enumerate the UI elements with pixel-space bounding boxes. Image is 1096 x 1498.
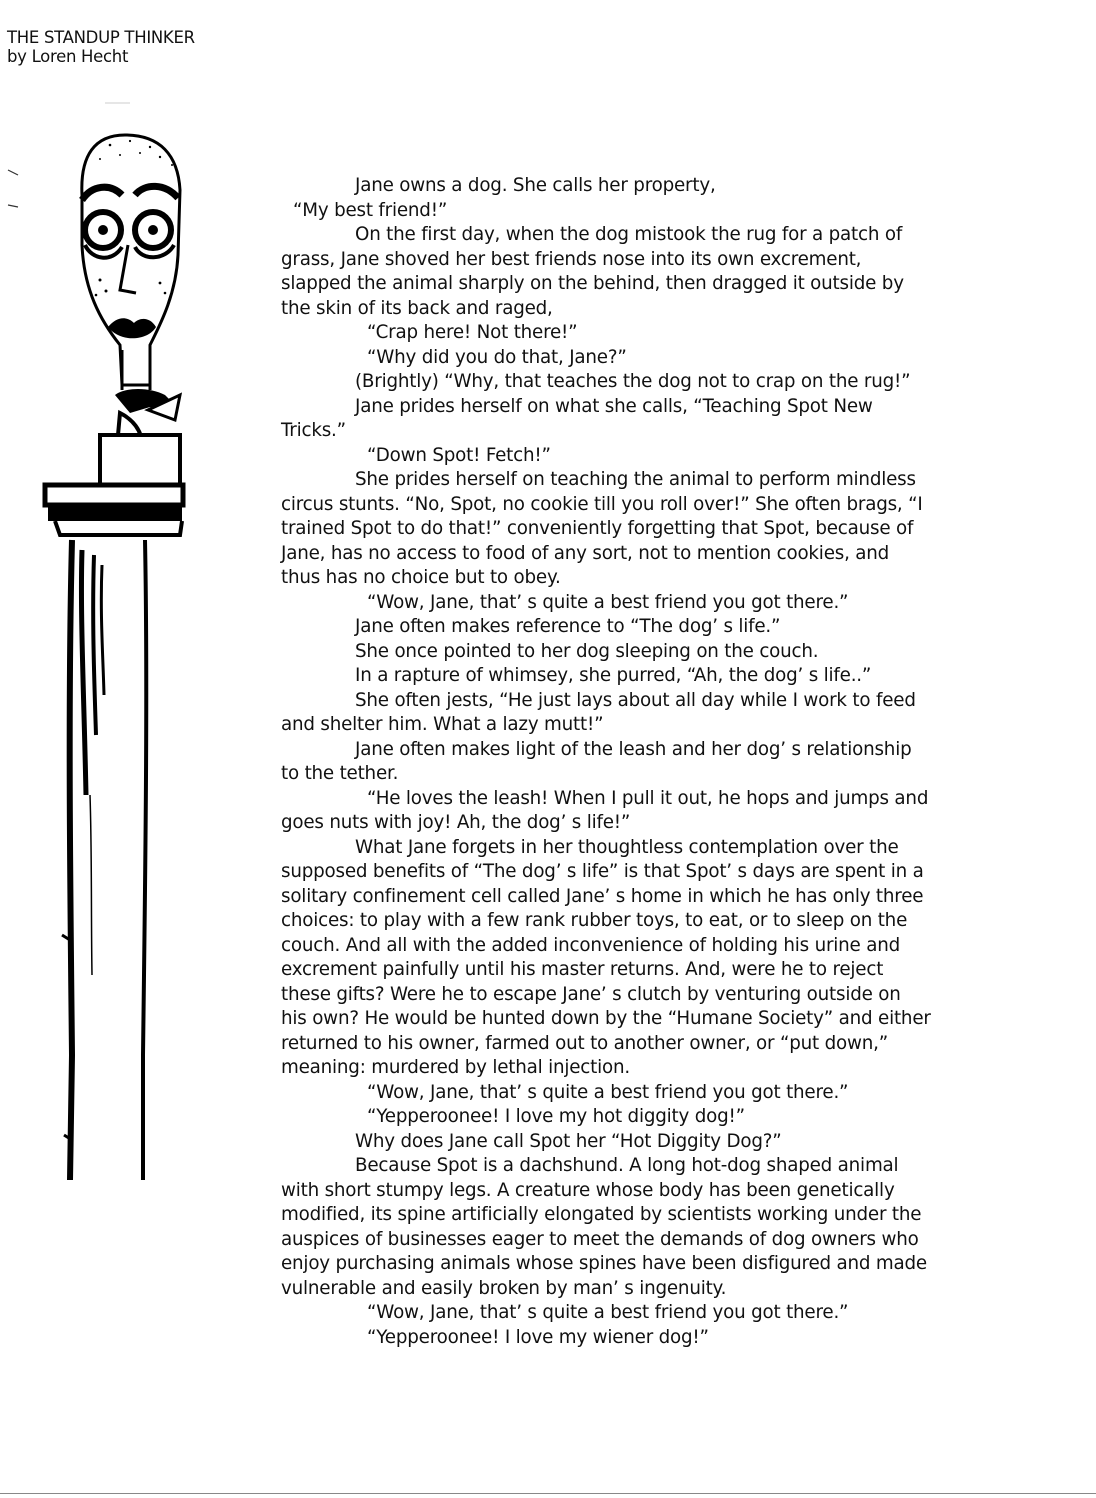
story-paragraph: “He loves the leash! When I pull it out, he hops and jumps and goes nuts with joy! Ah, the dog’ s life!” (281, 787, 929, 833)
story-paragraph: Jane often makes reference to “The dog’ s life.” (355, 616, 781, 637)
story-paragraph: She often jests, “He just lays about all day while I work to feed and shelter him. What a lazy mutt!” (281, 689, 916, 735)
page-title: THE STANDUP THINKER (7, 28, 195, 47)
story-paragraph: Because Spot is a dachshund. A long hot-dog shaped animal with short stumpy legs. A creature whose body has been genetically modified, its spine artificially elongated by scientists working under the auspices of businesses eager to meet the demands of dog owners who enjoy purchasing animals whose spines have been disfigured and made vulnerable and easily broken by man’ s ingenuity. (281, 1155, 927, 1299)
story-paragraph: “Wow, Jane, that’ s quite a best friend you got there.” (367, 1081, 849, 1103)
bottom-divider (0, 1493, 1096, 1494)
story-paragraph: Jane often makes light of the leash and her dog’ s relationship to the tether. (281, 738, 912, 784)
story-paragraph: She once pointed to her dog sleeping on the couch. (355, 640, 819, 662)
byline: by Loren Hecht (7, 47, 129, 66)
story-paragraph: “My best friend!” (293, 199, 448, 221)
story-paragraph: Jane owns a dog. She calls her property, (355, 175, 716, 196)
story-paragraph: “Wow, Jane, that’ s quite a best friend you got there.” (367, 1302, 849, 1323)
story-paragraph: “Crap here! Not there!” (367, 322, 578, 343)
elongated-thinker-figure-illustration (0, 95, 200, 1190)
story-paragraph: “Wow, Jane, that’ s quite a best friend you got there.” (367, 591, 849, 613)
story-paragraph: “Why did you do that, Jane?” (367, 346, 627, 368)
story-paragraph: She prides herself on teaching the animal to perform mindless circus stunts. “No, Spot, no cookie till you roll over!” She often brags, “I trained Spot to do that!” conveniently forgetting that Spot, because of Jane, has no access to food of any sort, not to mention cookies, and thus has no choice but to obey. (281, 469, 923, 588)
story-paragraph: On the first day, when the dog mistook the rug for a patch of grass, Jane shoved her best friends nose into its own excrement, slapped the animal sharply on the behind, then dragged it outside by the skin of its back and raged, (281, 224, 904, 319)
story-paragraph: In a rapture of whimsey, she purred, “Ah, the dog’ s life..” (355, 665, 872, 686)
story-text (281, 174, 931, 1350)
story-paragraph: (Brightly) “Why, that teaches the dog not to crap on the rug!” (355, 371, 911, 392)
story-paragraph: Jane prides herself on what she calls, “Teaching Spot New Tricks.” (281, 395, 873, 441)
story-paragraph: “Down Spot! Fetch!” (367, 444, 551, 466)
page-header (7, 28, 195, 66)
story-paragraph: Why does Jane call Spot her “Hot Diggity Dog?” (355, 1130, 782, 1152)
story-paragraph: “Yepperoonee! I love my hot diggity dog!” (367, 1106, 745, 1127)
story-paragraph: What Jane forgets in her thoughtless contemplation over the supposed benefits of “The dog’ s life” is that Spot’ s days are spent in a solitary confinement cell called Jane’ s home in which he has only three choices: to play with a few rank rubber toys, to eat, or to sleep on the couch. And all with the added inconvenience of holding his urine and excrement painfully until his master returns. And, were he to reject these gifts? Were he to escape Jane’ s clutch by venturing outside on his own? He would be hunted down by the “Humane Society” and either returned to his owner, farmed out to another owner, or “put down,” meaning: murdered by lethal injection. (281, 836, 931, 1078)
story-paragraph: “Yepperoonee! I love my wiener dog!” (367, 1326, 709, 1348)
